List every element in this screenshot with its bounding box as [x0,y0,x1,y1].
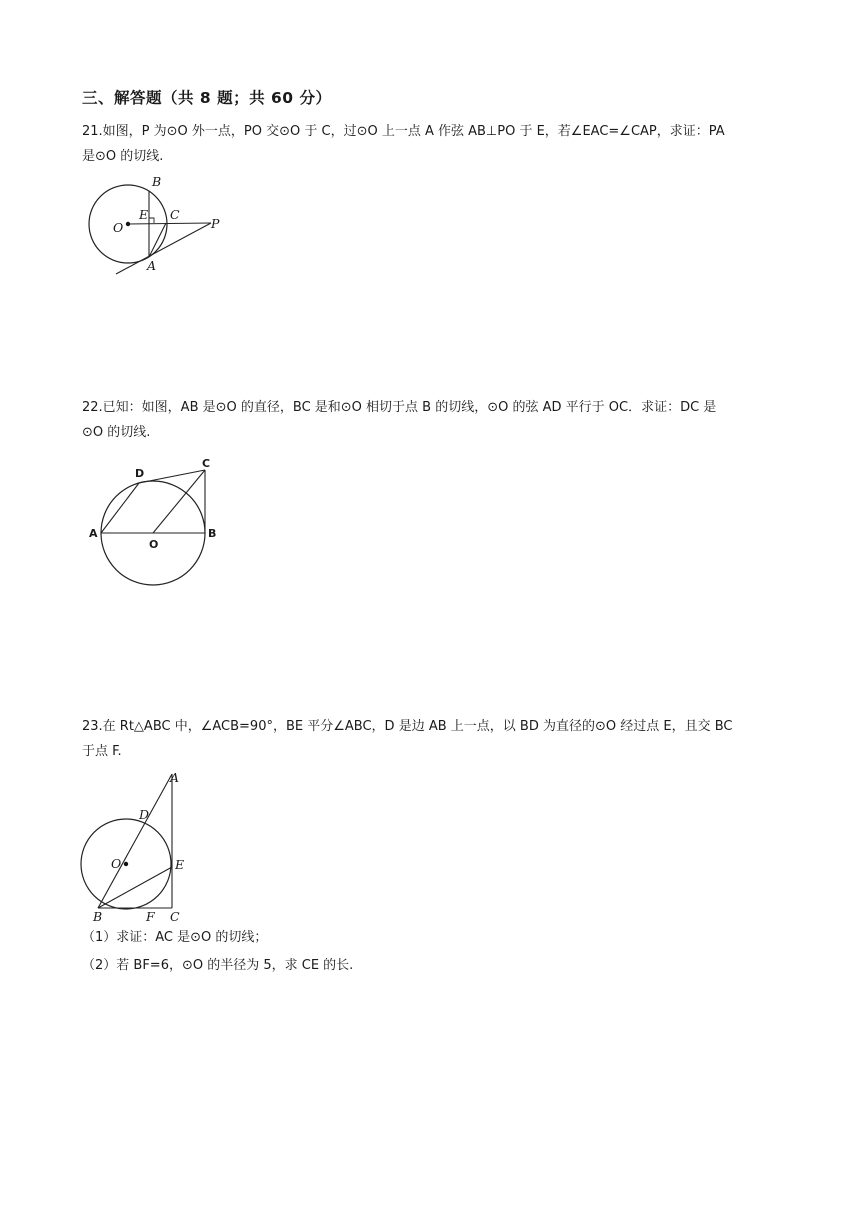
question-23-line-1: 23.在 Rt△ABC 中，∠ACB=90°，BE 平分∠ABC，D 是边 AB 上一点，以 BD 为直径的⊙O 经过点 E，且交 BC [82,719,733,734]
label-f: F [146,909,155,924]
figure-22 [82,455,232,595]
section-title: 三、解答题（共 8 题；共 60 分） [82,89,332,107]
figure-21 [82,172,232,276]
question-22-text [82,395,782,445]
question-22-line-2: ⊙O 的切线. [82,425,151,440]
label-c: C [202,457,211,470]
figure-23-diagram [78,768,198,922]
segment-dc [139,470,205,483]
label-a: A [147,258,157,273]
label-d: D [139,807,150,822]
label-b: B [93,909,103,924]
segment-oc [153,470,205,533]
chord-ad [101,483,139,533]
figure-22-diagram [82,455,232,595]
label-e: E [139,207,149,222]
question-21-text [82,119,782,169]
label-a: A [89,527,98,540]
label-o: O [113,220,124,235]
label-d: D [135,467,145,480]
label-c: C [170,207,180,222]
label-e: E [175,857,185,872]
label-a: A [170,770,180,785]
label-b: B [208,527,217,540]
label-o: O [111,856,122,871]
question-21-line-2: 是⊙O 的切线. [82,149,164,164]
question-23-part-1: （1）求证：AC 是⊙O 的切线； [82,930,268,945]
question-23-line-2: 于点 F. [82,744,122,759]
label-p: P [211,216,220,231]
question-22-line-1: 22.已知：如图，AB 是⊙O 的直径，BC 是和⊙O 相切于点 B 的切线，⊙O 的弦 AD 平行于 OC．求证：DC 是 [82,400,717,415]
label-b: B [152,174,162,189]
center-point-o [124,862,128,866]
tangent-pa [116,223,211,274]
figure-21-diagram [82,172,232,276]
line-op [128,223,211,224]
question-23-text [82,714,782,764]
label-c: C [170,909,180,924]
right-angle-mark [149,218,154,223]
question-23-part-2: （2）若 BF=6，⊙O 的半径为 5，求 CE 的长. [82,958,354,973]
figure-23 [78,768,198,922]
center-point-o [126,222,130,226]
question-21-line-1: 21.如图，P 为⊙O 外一点，PO 交⊙O 于 C，过⊙O 上一点 A 作弦 AB⊥PO 于 E，若∠EAC=∠CAP，求证：PA [82,124,725,139]
label-o: O [149,538,159,551]
